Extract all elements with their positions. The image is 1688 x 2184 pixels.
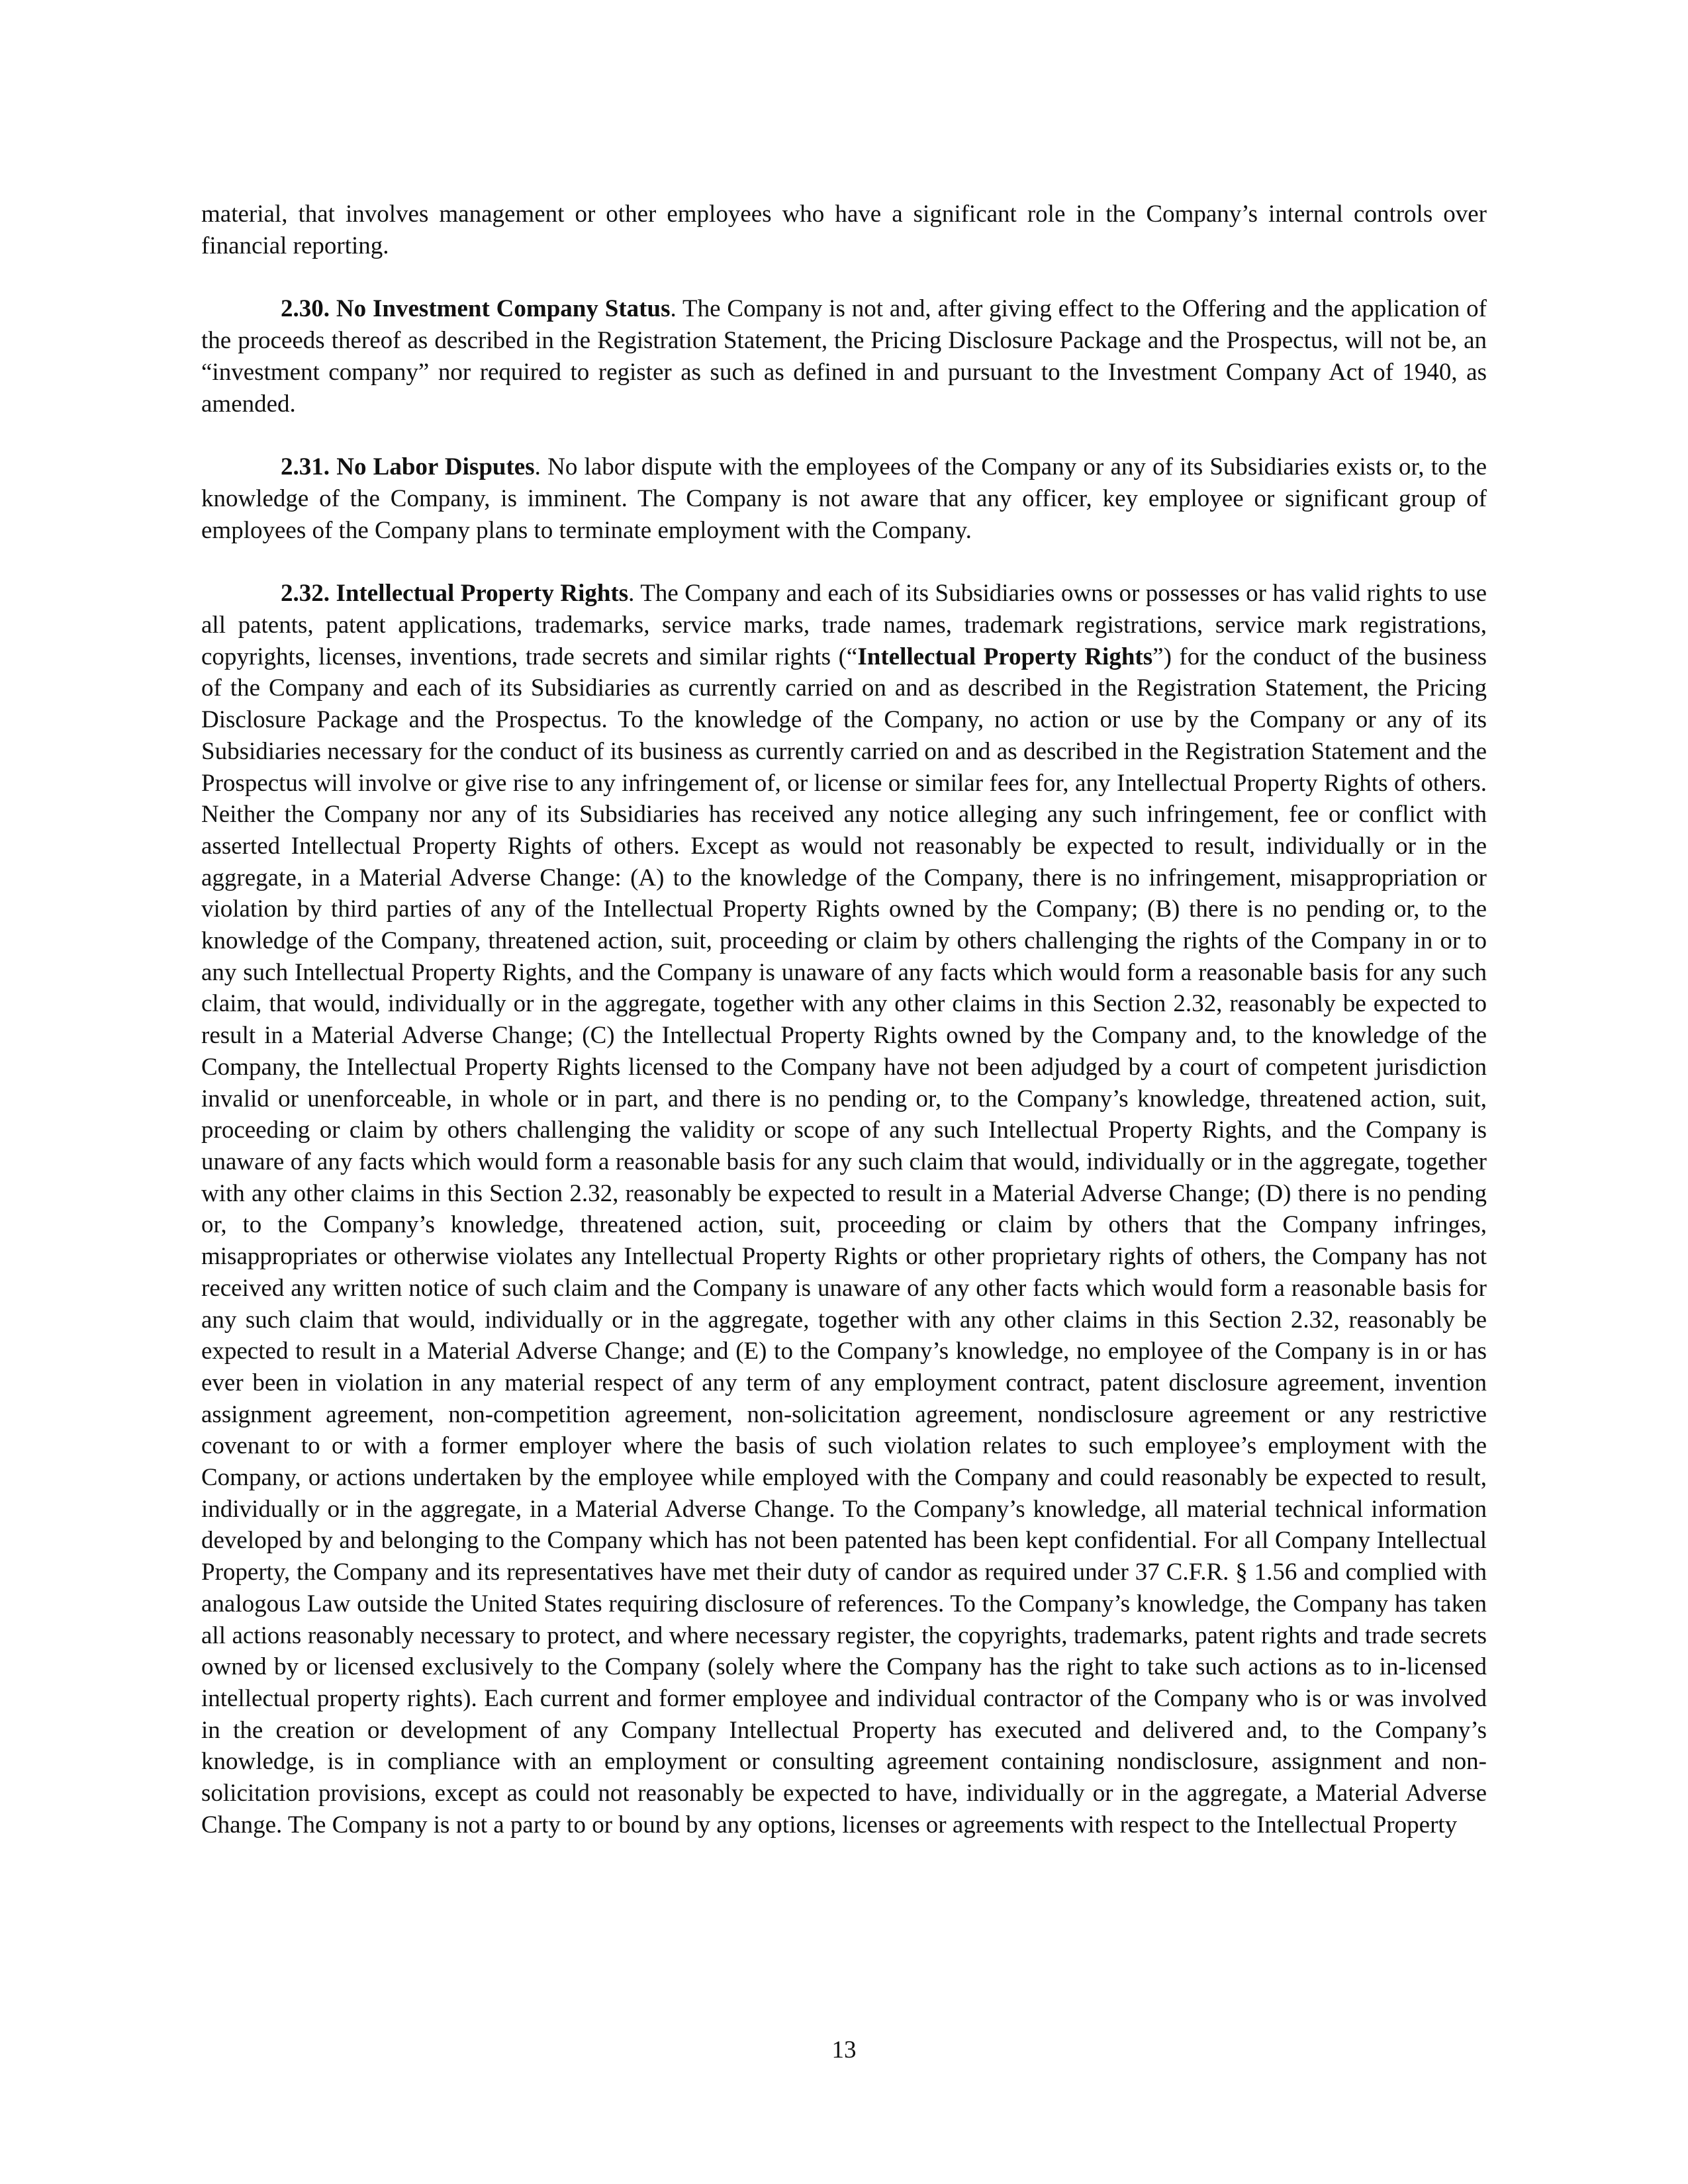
paragraph-continuation (201, 199, 1487, 261)
section-body-start: The Company and each of its Subsidiaries owns or possesses or has valid rights to use all patents, patent applications, trademarks, service marks, trade names, trademark registrations, service mark registrations, copyrights, licenses, inventions, trade secrets and similar rights (“ (201, 580, 1487, 670)
defined-term: Intellectual Property Rights (857, 643, 1153, 670)
section-2-30 (201, 293, 1487, 420)
section-body-rest: ”) for the conduct of the business of the Company and each of its Subsidiaries as currently carried on and as described in the Registration Statement, the Pricing Disclosure Package and the Prospectus. To the knowledge of the Company, no action or use by the Company or any of its Subsidiaries necessary for the conduct of its business as currently carried on and as described in the Registration Statement and the Prospectus will involve or give rise to any infringement of, or license or similar fees for, any Intellectual Property Rights of others. Neither the Company nor any of its Subsidiaries has received any notice alleging any such infringement, fee or conflict with asserted Intellectual Property Rights of others. Except as would not reasonably be expected to result, individually or in the aggregate, in a Material Adverse Change: (A) to the knowledge of the Company, there is no infringement, misappropriation or violation by third parties of any of the Intellectual Property Rights owned by the Company; (B) there is no pending or, to the knowledge of the Company, threatened action, suit, proceeding or claim by others challenging the rights of the Company in or to any such Intellectual Property Rights, and the Company is unaware of any facts which would form a reasonable basis for any such claim, that would, individually or in the aggregate, together with any other claims in this Section 2.32, reasonably be expected to result in a Material Adverse Change; (C) the Intellectual Property Rights owned by the Company and, to the knowledge of the Company, the Intellectual Property Rights licensed to the Company have not been adjudged by a court of competent jurisdiction invalid or unenforceable, in whole or in part, and there is no pending or, to the Company’s knowledge, threatened action, suit, proceeding or claim by others challenging the validity or scope of any such Intellectual Property Rights, and the Company is unaware of any facts which would form a reasonable basis for any such claim that would, individually or in the aggregate, together with any other claims in this Section 2.32, reasonably be expected to result in a Material Adverse Change; (D) there is no pending or, to the Company’s knowledge, threatened action, suit, proceeding or claim by others that the Company infringes, misappropriates or otherwise violates any Intellectual Property Rights or other proprietary rights of others, the Company has not received any written notice of such claim and the Company is unaware of any other facts which would form a reasonable basis for any such claim that would, individually or in the aggregate, together with any other claims in this Section 2.32, reasonably be expected to result in a Material Adverse Change; and (E) to the Company’s knowledge, no employee of the Company is in or has ever been in violation in any material respect of any term of any employment contract, patent disclosure agreement, invention assignment agreement, non-competition agreement, non-solicitation agreement, nondisclosure agreement or any restrictive covenant to or with a former employer where the basis of such violation relates to such employee’s employment with the Company, or actions undertaken by the employee while employed with the Company and could reasonably be expected to result, individually or in the aggregate, in a Material Adverse Change. To the Company’s knowledge, all material technical information developed by and belonging to the Company which has not been patented has been kept confidential. For all Company Intellectual Property, the Company and its representatives have met their duty of candor as required under 37 C.F.R. § 1.56 and complied with analogous Law outside the United States requiring disclosure of references. To the Company’s knowledge, the Company has taken all actions reasonably necessary to protect, and where necessary register, the copyrights, trademarks, patent rights and trade secrets owned by or licensed exclusively to the Company (solely where the Company has the right to take such actions as to in-licensed intellectual property rights). Each current and former employee and individual contractor of the Company who is or was involved in the creation or development of any Company Intellectual Property has executed and delivered and, to the Company’s knowledge, is in compliance with an employment or consulting agreement containing nondisclosure, assignment and non-solicitation provisions, except as could not reasonably be expected to have, individually or in the aggregate, a Material Adverse Change. The Company is not a party to or bound by any options, licenses or agreements with respect to the Intellectual Property (201, 643, 1487, 1839)
heading-period: . (670, 295, 682, 323)
section-body: The Company is not and, after giving effect to the Offering and the application of the proceeds thereof as described in the Registration Statement, the Pricing Disclosure Package and the Prospectus, will not be, an “investment company” nor required to register as such as defined in and pursuant to the Investment Company Act of 1940, as amended. (201, 295, 1487, 418)
section-2-32 (201, 578, 1487, 1841)
heading-period: . (534, 453, 548, 481)
section-body: No labor dispute with the employees of the Company or any of its Subsidiaries exists or, to the knowledge of the Company, is imminent. The Company is not aware that any officer, key employee or significant group of employees of the Company plans to terminate employment with the Company. (201, 453, 1487, 544)
section-heading: 2.30. No Investment Company Status (281, 295, 671, 323)
paragraph-body: material, that involves management or other employees who have a significant role in the Company’s internal controls over financial reporting. (201, 201, 1487, 259)
heading-period: . (628, 580, 641, 608)
section-heading: 2.31. No Labor Disputes (281, 453, 535, 481)
section-heading: 2.32. Intellectual Property Rights (281, 580, 629, 608)
section-2-31 (201, 451, 1487, 546)
page-number: 13 (831, 2036, 857, 2064)
document-page (201, 199, 1487, 1872)
